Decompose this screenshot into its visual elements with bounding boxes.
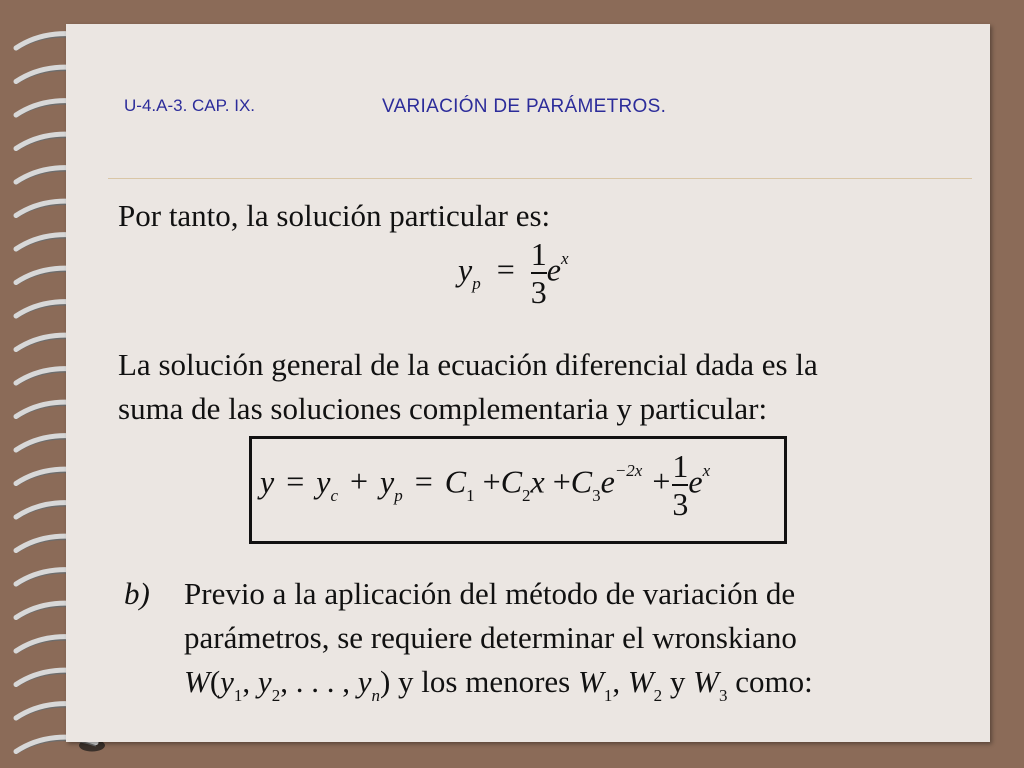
w1-sub: 1	[603, 686, 613, 705]
w3-sub: 3	[718, 686, 728, 705]
header-divider	[108, 178, 972, 179]
eq2-plus-b: +	[552, 463, 571, 500]
eq2-x: x	[530, 463, 545, 500]
general-solution-line-2: suma de las soluciones complementaria y particular:	[118, 391, 768, 426]
header-title: VARIACIÓN DE PARÁMETROS.	[382, 96, 667, 117]
dots: , . . . ,	[280, 664, 358, 699]
item-line-3	[184, 662, 813, 706]
eq1-fraction	[531, 236, 547, 310]
close-paren: )	[379, 664, 391, 699]
eq2-three: 3	[592, 486, 601, 506]
eq2-y: y	[260, 463, 275, 500]
eq2-e: e	[600, 463, 615, 500]
eq2-p: p	[394, 486, 403, 506]
eq2-yc: y	[316, 463, 331, 500]
eq1-equals: =	[496, 251, 515, 288]
particular-solution-equation	[458, 236, 569, 310]
eq2-c: c	[330, 486, 338, 506]
eq1-e: e	[546, 251, 561, 288]
eq1-y: y	[458, 251, 473, 288]
minors-text: y los menores	[390, 664, 578, 699]
w1: W	[577, 664, 604, 699]
yn: y	[357, 664, 372, 699]
intro-line: Por tanto, la solución particular es:	[118, 198, 551, 233]
eq2-num: 1	[672, 448, 689, 484]
w2: W	[627, 664, 654, 699]
eq2-yp: y	[380, 463, 395, 500]
eq2-x2: x	[702, 461, 711, 481]
eq2-one: 1	[466, 486, 475, 506]
eq2-C1: C	[444, 463, 467, 500]
eq2-exp: −2x	[614, 461, 643, 481]
eq2-equals: =	[286, 463, 305, 500]
item-line-1: Previo a la aplicación del método de variación de	[184, 576, 796, 611]
w3: W	[693, 664, 719, 699]
eq2-C3: C	[570, 463, 593, 500]
item-line-2: parámetros, se requiere determinar el wronskiano	[184, 620, 797, 655]
y2-sub: 2	[271, 686, 281, 705]
open-paren: (	[209, 664, 221, 699]
eq1-num: 1	[530, 236, 547, 272]
eq2-e2: e	[688, 463, 703, 500]
eq2-C2: C	[500, 463, 523, 500]
general-solution-line-1: La solución general de la ecuación diferencial dada es la	[118, 347, 818, 382]
eq2-equals-2: =	[414, 463, 433, 500]
end-text: como:	[727, 664, 813, 699]
eq2-plus: +	[350, 463, 369, 500]
eq2-two: 2	[522, 486, 531, 506]
header-code: U-4.A-3. CAP. IX.	[124, 96, 256, 115]
general-solution-equation	[260, 448, 710, 522]
y1: y	[220, 664, 234, 699]
yn-sub: n	[371, 686, 380, 705]
comma-1: ,	[242, 664, 258, 699]
y1-sub: 1	[233, 686, 243, 705]
eq1-p: p	[472, 274, 481, 294]
eq1-x: x	[560, 249, 569, 269]
w2-sub: 2	[653, 686, 663, 705]
item-label: b)	[124, 576, 150, 611]
eq2-den: 3	[672, 486, 689, 522]
w-symbol: W	[184, 664, 210, 699]
comma-2: ,	[612, 664, 628, 699]
eq1-den: 3	[530, 274, 547, 310]
eq2-plus-a: +	[482, 463, 501, 500]
eq2-fraction	[672, 448, 688, 522]
eq2-plus-2: +	[652, 463, 671, 500]
y2: y	[257, 664, 272, 699]
and-text: y	[662, 664, 694, 699]
